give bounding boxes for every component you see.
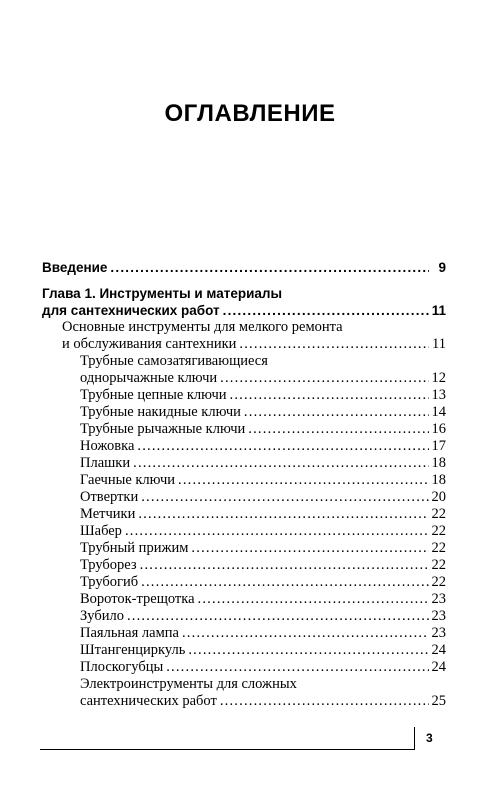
leader-dots — [223, 302, 429, 319]
toc-entry-page: 24 — [431, 659, 446, 675]
toc-entry-page: 11 — [431, 303, 446, 318]
toc-entry-item[interactable] — [42, 387, 446, 404]
toc-entry-title: Введение — [42, 260, 108, 275]
toc-entry-page: 18 — [431, 455, 446, 471]
toc-entry-title: Штангенциркуль — [80, 642, 186, 658]
item-title-line1: Трубные самозатягивающиеся — [80, 353, 268, 369]
toc-entry-page: 9 — [438, 260, 446, 275]
toc-entry-page: 22 — [431, 523, 446, 539]
toc-entry-title: сантехнических работ — [80, 693, 217, 709]
toc-entry-page: 22 — [431, 557, 446, 573]
toc-entry-page: 24 — [431, 642, 446, 658]
leader-dots — [125, 523, 429, 540]
toc-entry-page: 25 — [431, 693, 446, 709]
leader-dots — [141, 574, 428, 591]
leader-dots — [248, 421, 428, 438]
section-title-line1: Электроинструменты для сложных — [80, 676, 297, 692]
toc-entry-title: Паяльная лампа — [80, 625, 179, 641]
toc-entry-chapter1[interactable] — [42, 302, 446, 319]
leader-dots — [230, 387, 429, 404]
toc-entry-title: для сантехнических работ — [42, 303, 220, 318]
toc-entry-page: 23 — [431, 625, 446, 641]
footer-rule — [40, 749, 414, 750]
toc-entry-page: 11 — [432, 336, 446, 352]
leader-dots — [220, 693, 429, 710]
toc-entry-title: Отвертки — [80, 489, 139, 505]
toc-entry-title: Трубные рычажные ключи — [80, 421, 246, 437]
toc-entry-item[interactable] — [42, 472, 446, 489]
toc-section-title-line — [42, 676, 446, 693]
leader-dots — [166, 659, 428, 676]
toc-entry-page: 22 — [431, 574, 446, 590]
toc-entry-section2[interactable] — [42, 693, 446, 710]
toc-entry-item[interactable] — [42, 608, 446, 625]
chapter-title-line1: Глава 1. Инструменты и материалы — [42, 286, 283, 301]
toc-entry-title: Трубные цепные ключи — [80, 387, 227, 403]
toc-entry-page: 18 — [431, 472, 446, 488]
toc-entry-title: Трубные накидные ключи — [80, 404, 241, 420]
leader-dots — [178, 472, 428, 489]
footer-rule-vertical — [414, 727, 415, 750]
toc-entry-page: 23 — [431, 591, 446, 607]
toc-entry-page: 13 — [431, 387, 446, 403]
toc-entry-item[interactable] — [42, 523, 446, 540]
toc-entry-title: Трубогиб — [80, 574, 139, 590]
toc-entry-title: Труборез — [80, 557, 137, 573]
leader-dots — [198, 591, 429, 608]
toc-chapter-title-line — [42, 285, 446, 302]
leader-dots — [127, 608, 429, 625]
toc-entry-item[interactable] — [42, 489, 446, 506]
toc-entry-item[interactable] — [42, 557, 446, 574]
toc-entry-page: 16 — [431, 421, 446, 437]
page-title: ОГЛАВЛЕНИЕ — [164, 100, 336, 127]
leader-dots — [140, 557, 429, 574]
leader-dots — [133, 455, 428, 472]
section-title-line1: Основные инструменты для мелкого ремонта — [62, 319, 343, 335]
toc-entry-title: Шабер — [80, 523, 122, 539]
toc-entry-page: 23 — [431, 608, 446, 624]
leader-dots — [244, 404, 429, 421]
toc-entry-item[interactable] — [42, 540, 446, 557]
toc-entry-item[interactable] — [42, 455, 446, 472]
toc-entry-item[interactable] — [42, 370, 446, 387]
leader-dots — [110, 259, 429, 276]
toc-entry-item[interactable] — [42, 421, 446, 438]
toc-entry-title: Зубило — [80, 608, 124, 624]
toc-entry-item[interactable] — [42, 642, 446, 659]
leader-dots — [239, 336, 429, 353]
leader-dots — [138, 506, 428, 523]
leader-dots — [141, 489, 428, 506]
toc-entry-title: и обслуживания сантехники — [62, 336, 237, 352]
toc-section-title-line — [42, 319, 446, 336]
toc-entry-item[interactable] — [42, 659, 446, 676]
toc-entry-title: Трубный прижим — [80, 540, 189, 556]
leader-dots — [191, 540, 428, 557]
toc-entry-title: Метчики — [80, 506, 136, 522]
toc-entry-item[interactable] — [42, 506, 446, 523]
toc-entry-title: Плоскогубцы — [80, 659, 164, 675]
toc-item-title-line — [42, 353, 446, 370]
toc-entry-item[interactable] — [42, 438, 446, 455]
page-number: 3 — [426, 731, 433, 745]
leader-dots — [137, 438, 428, 455]
leader-dots — [188, 642, 428, 659]
leader-dots — [220, 370, 428, 387]
toc-entry-section1[interactable] — [42, 336, 446, 353]
toc-entry-page: 22 — [431, 540, 446, 556]
toc-entry-item[interactable] — [42, 591, 446, 608]
toc-entry-title: Гаечные ключи — [80, 472, 176, 488]
toc-entry-item[interactable] — [42, 574, 446, 591]
toc-entry-title: Ножовка — [80, 438, 135, 454]
toc-entry-item[interactable] — [42, 404, 446, 421]
toc-entry-intro[interactable] — [42, 259, 446, 276]
toc-entry-item[interactable] — [42, 625, 446, 642]
leader-dots — [182, 625, 429, 642]
toc-entry-title: Плашки — [80, 455, 131, 471]
toc-entry-page: 22 — [431, 506, 446, 522]
toc-entry-title: Вороток-трещотка — [80, 591, 195, 607]
toc-entry-page: 17 — [431, 438, 446, 454]
toc-entry-page: 12 — [431, 370, 446, 386]
toc-entry-page: 14 — [431, 404, 446, 420]
toc-entry-title: однорычажные ключи — [80, 370, 218, 386]
table-of-contents — [42, 259, 446, 710]
toc-entry-page: 20 — [431, 489, 446, 505]
